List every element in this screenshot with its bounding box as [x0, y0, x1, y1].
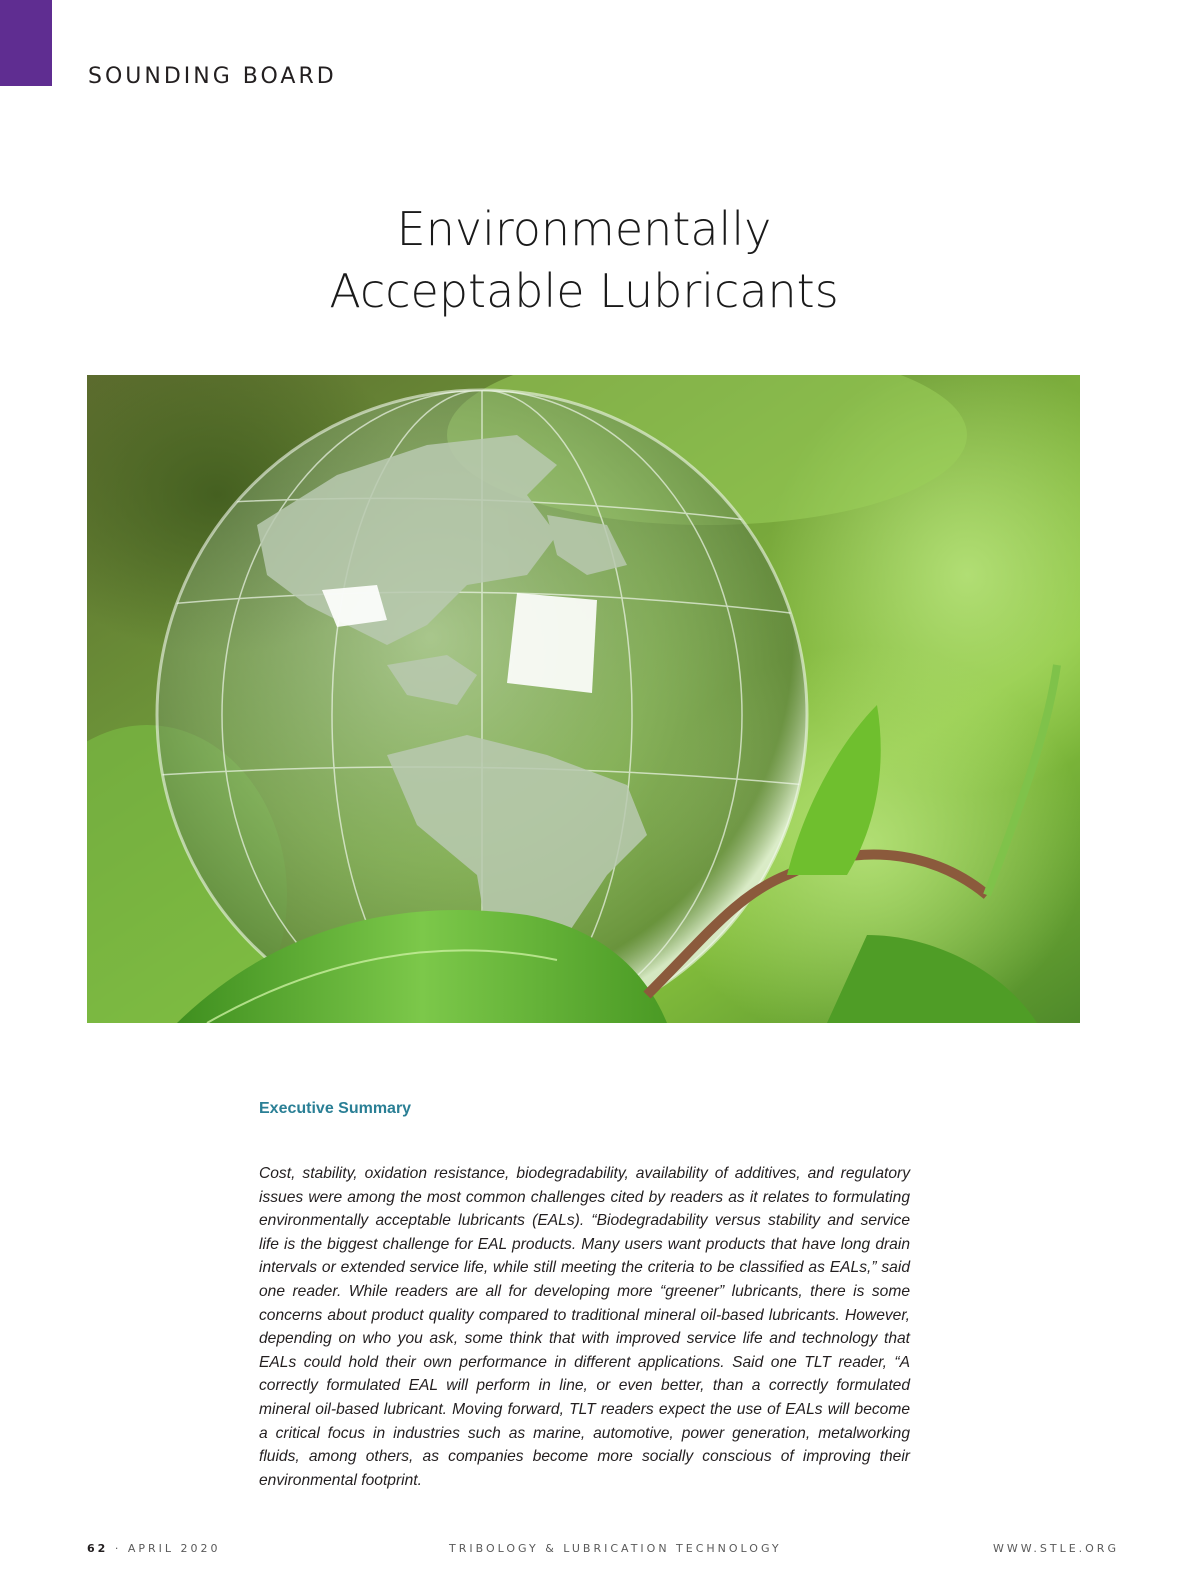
footer-page-info: [87, 1542, 220, 1555]
article-title-line-2: Acceptable Lubricants: [329, 264, 839, 318]
website-link[interactable]: WWW.STLE.ORG: [993, 1542, 1119, 1555]
section-color-tab: [0, 0, 52, 86]
hero-image: [87, 375, 1080, 1023]
page-number: 62: [87, 1542, 109, 1555]
globe-leaves-illustration: [87, 375, 1080, 1023]
article-title: [0, 198, 1168, 322]
issue-date: APRIL 2020: [127, 1542, 221, 1555]
executive-summary-body: Cost, stability, oxidation resistance, biodegradability, availability of additives, and regulatory issues were among the most common challenges cited by readers as it relates to formulating environmentally acceptable lubricants (EALs). “Biodegradability versus stability and service life is the biggest challenge for EAL products. Many users want products that have long drain intervals or extended service life, while still meeting the criteria to be classified as EALs,” said one reader. While readers are all for developing more “greener” lubricants, there is some concerns about product quality compared to traditional mineral oil-based lubricants. However, depending on who you ask, some think that with improved service life and technology that EALs could hold their own performance in different applications. Said one TLT reader, “A correctly formulated EAL will perform in line, or even better, than a correctly formulated mineral oil-based lubricant. Moving forward, TLT readers expect the use of EALs will become a critical focus in industries such as marine, automotive, power generation, metalworking fluids, among others, as companies become more socially conscious of improving their environmental footprint.: [259, 1165, 910, 1489]
section-label: SOUNDING BOARD: [88, 64, 337, 89]
footer-separator: ·: [114, 1542, 122, 1555]
publication-name: TRIBOLOGY & LUBRICATION TECHNOLOGY: [449, 1542, 782, 1555]
article-title-line-1: Environmentally: [396, 202, 772, 256]
executive-summary-heading: Executive Summary: [259, 1100, 412, 1117]
